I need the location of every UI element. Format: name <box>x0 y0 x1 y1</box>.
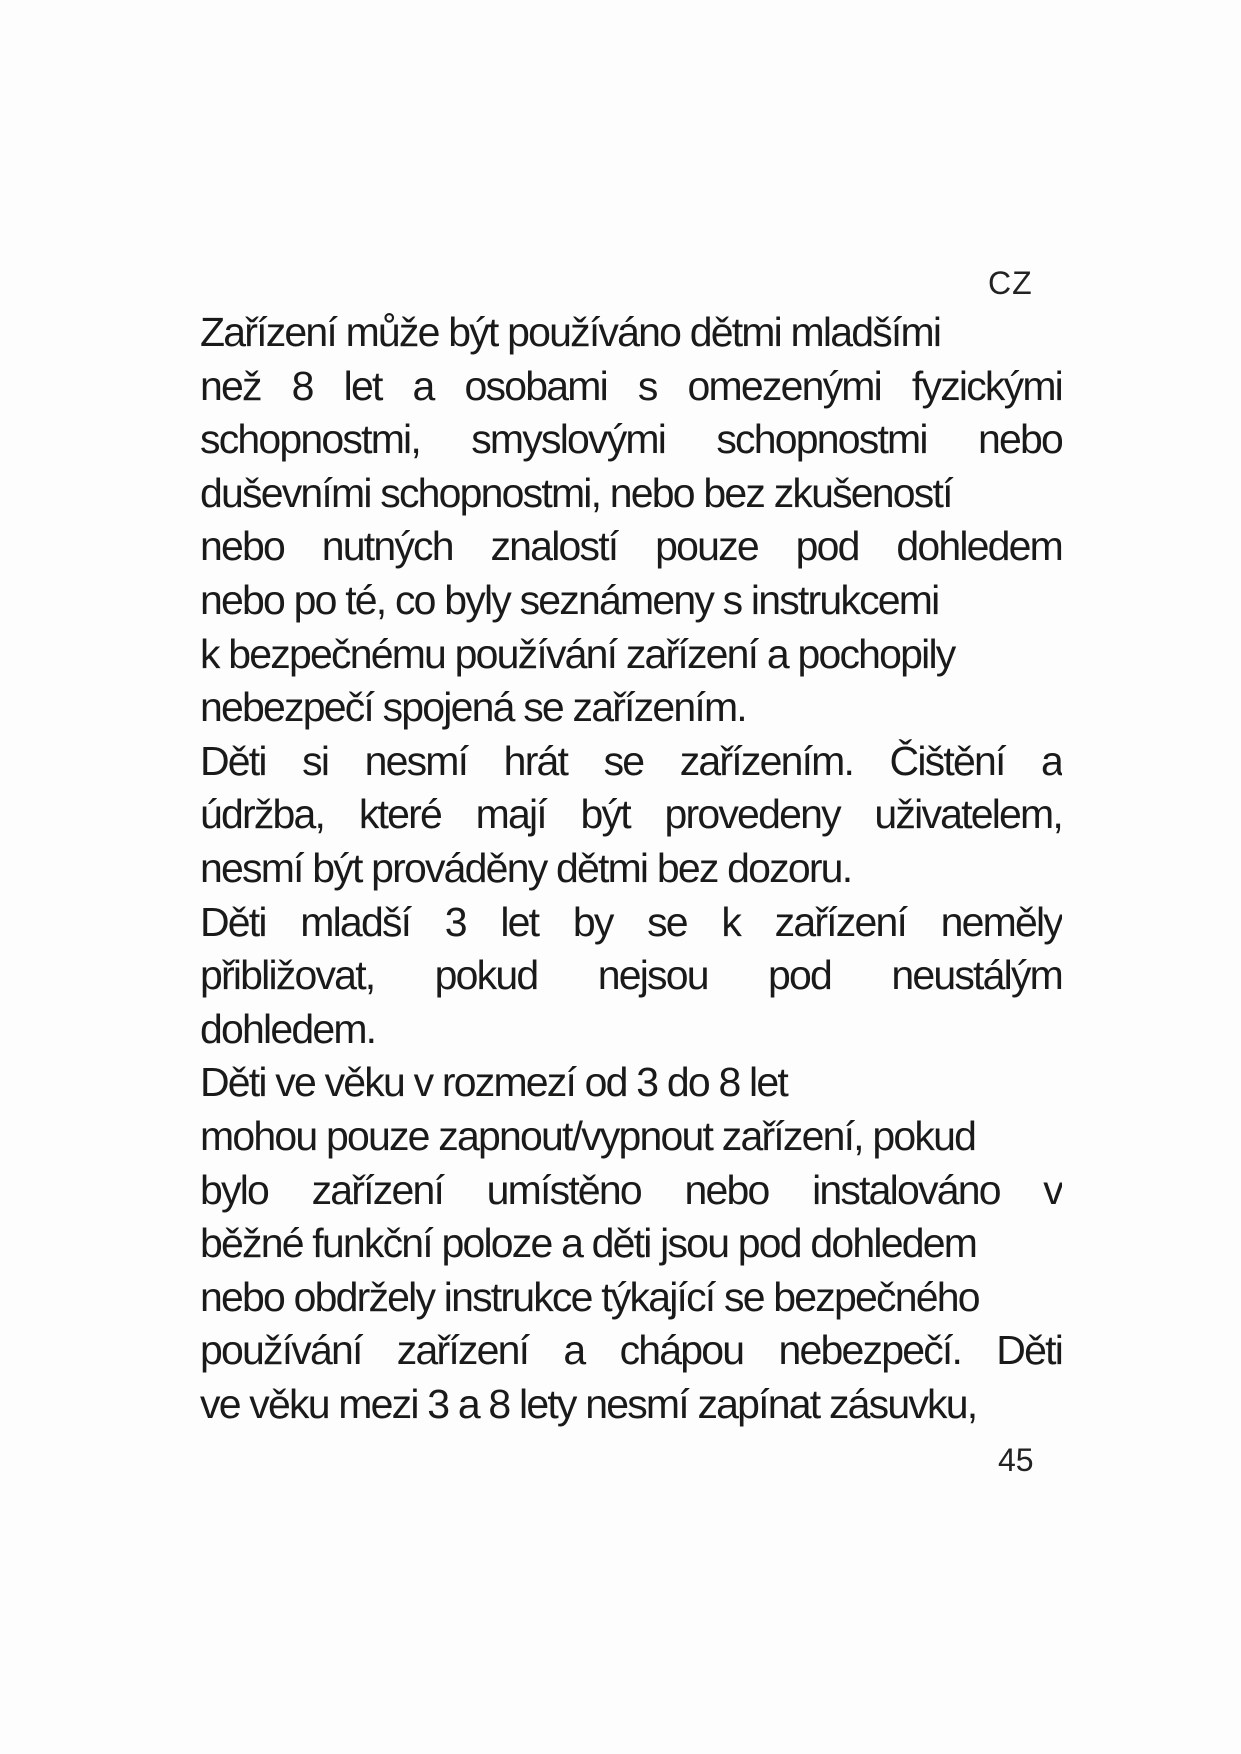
text-line: nebo nutných znalostí pouze pod dohledem <box>200 523 1062 570</box>
text-line: duševními schopnostmi, nebo bez zkušeností <box>200 469 952 516</box>
text-line: Zařízení může být používáno dětmi mladšími <box>200 309 941 355</box>
text-line: používání zařízení a chápou nebezpečí. Děti <box>200 1327 1062 1374</box>
text-line: než 8 let a osobami s omezenými fyzickými <box>200 362 1062 409</box>
text-line: běžné funkční poloze a děti jsou pod dohledem <box>200 1220 977 1267</box>
text-line: mohou pouze zapnout/vypnout zařízení, pokud <box>200 1112 976 1159</box>
text-line: nebo obdržely instrukce týkající se bezpečného <box>200 1273 979 1320</box>
page-number: 45 <box>998 1442 1034 1478</box>
text-line: k bezpečnému používání zařízení a pochopily <box>200 630 955 677</box>
text-line: nesmí být prováděny dětmi bez dozoru. <box>200 844 852 891</box>
text-line: nebo po té, co byly seznámeny s instrukcemi <box>200 576 939 623</box>
text-line: dohledem. <box>200 1005 376 1052</box>
text-line: Děti mladší 3 let by se k zařízení neměly <box>200 898 1062 945</box>
text-line: schopnostmi, smyslovými schopnostmi nebo <box>200 416 1062 463</box>
text-line: Děti ve věku v rozmezí od 3 do 8 let <box>200 1059 787 1106</box>
text-line: nebezpečí spojená se zařízením. <box>200 684 746 731</box>
text-line: údržba, které mají být provedeny uživatelem, <box>200 791 1062 838</box>
text-line: přibližovat, pokud nejsou pod neustálým <box>200 952 1062 999</box>
safety-instructions-text <box>200 306 1062 1431</box>
text-line: bylo zařízení umístěno nebo instalováno v <box>200 1166 1062 1213</box>
text-line: ve věku mezi 3 a 8 lety nesmí zapínat zásuvku, <box>200 1380 977 1427</box>
language-code: CZ <box>988 265 1033 301</box>
text-line: Děti si nesmí hrát se zařízením. Čištění a <box>200 737 1062 784</box>
